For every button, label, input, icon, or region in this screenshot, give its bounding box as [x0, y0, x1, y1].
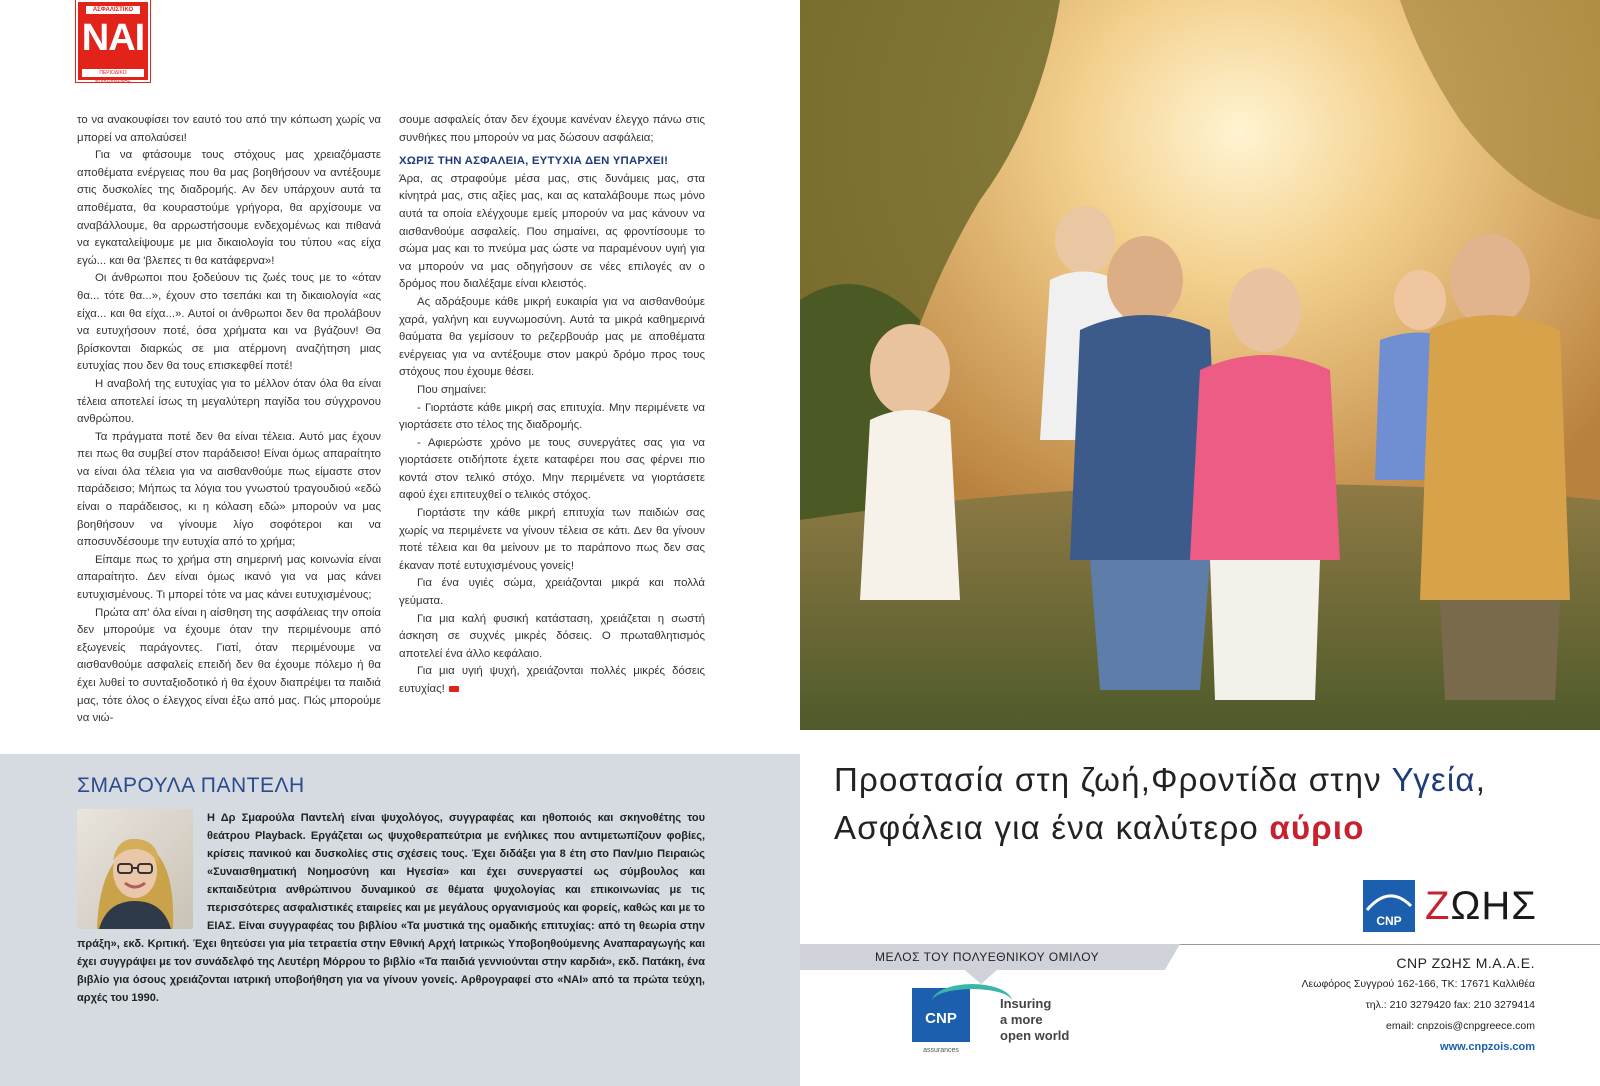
company-contact-block — [1302, 952, 1535, 1058]
end-mark-icon — [449, 686, 459, 692]
cnp-zois-wordmark — [1425, 880, 1537, 932]
slogan-line: Insuring — [1000, 996, 1052, 1011]
section-subheading: ΧΩΡΙΣ ΤΗΝ ΑΣΦΑΛΕΙΑ, ΕΥΤΥΧΙΑ ΔΕΝ ΥΠΑΡΧΕΙ! — [399, 155, 669, 168]
paragraph: Άρα, ας στραφούμε μέσα μας, στις δυνάμεις μας, στα κίνητρά μας, στις αξίες μας, και ας καταλάβουμε πως μόνο αυτά τα οποία ελέγχουμε εμείς μπορούν να μας κάνουν να αισθανθούμε ασφαλείς. Που σημαίνει, ας φροντίσουμε το σώμα μας και το πνεύμα μας ώστε να παραμένουν υγιή για να μπορούν να μας οδηγήσουν σε νέες επιλογές αν ο δρόμος που διαλέξαμε είναι κλειστός. — [399, 172, 705, 291]
article-column-2 — [399, 112, 705, 699]
cnp-assurances-sublabel: assurances — [923, 1047, 959, 1054]
ad-headline — [834, 756, 1486, 852]
paragraph: το να ανακουφίσει τον εαυτό του από την κόπωση χωρίς να μπορεί να απολαύσει! — [77, 114, 381, 144]
assurances-slogan — [1000, 996, 1069, 1044]
headline-comma: , — [1475, 761, 1487, 798]
paragraph: Γιορτάστε την κάθε μικρή επιτυχία των παιδιών σας χωρίς να περιμένετε να γίνουν τέλεια σε κάτι. Δεν θα γίνουν ποτέ τέλεια και θα μείνουν με το παράπονο πως δεν σας έκαναν ποτέ ευτυχισμένους γονείς! — [399, 507, 705, 572]
logo-main-text: ΝΑΙ — [81, 17, 145, 59]
paragraph: Ας αδράξουμε κάθε μικρή ευκαιρία για να αισθανθούμε χαρά, γαλήνη και ευγνωμοσύνη. Αυτά τα μικρά καθημερινά θαύματα θα γεμίσουν το ρεζερβουάρ μας με αποθέματα ενέργειας για να αντέξουμε στον μακρύ δρόμο προς τους στόχους που έχουμε θέσει. — [399, 295, 705, 379]
cnp-square-label: CNP — [1376, 914, 1402, 928]
headline-text: Ασφάλεια για ένα καλύτερο — [834, 809, 1270, 846]
slogan-line: open world — [1000, 1028, 1070, 1043]
company-website-link[interactable]: www.cnpzois.com — [1440, 1041, 1535, 1053]
cnp-zois-logo — [1363, 880, 1579, 932]
wordmark-rest: ΩΗΣ — [1450, 884, 1537, 928]
pointer-arrow-icon — [965, 970, 997, 984]
headline-line-2 — [834, 804, 1486, 852]
cnp-square-icon — [1363, 880, 1415, 932]
cnp-assurances-logo — [912, 988, 1092, 1054]
author-bio-text — [77, 809, 705, 1007]
cnp-assurances-label: CNP — [925, 1010, 957, 1027]
author-bio-box — [0, 754, 800, 1086]
company-name: CNP ΖΩΗΣ Μ.Α.Α.Ε. — [1396, 955, 1535, 971]
paragraph: Τα πράγματα ποτέ δεν θα είναι τέλεια. Αυτό μας έχουν πει πως θα συμβεί στον παράδεισο! Είναι όμως απαραίτητο να είναι όλα τέλεια για να αισθανθούμε πως είμαστε στον παράδεισο; Μήπως τα λόγια του γνωστού τραγουδιού «εδώ είναι ο παράδεισος, κι η κόλαση εδώ» μπορούν να μας βοηθήσουν να γίνουμε λίγο σοφότεροι και να αποσυνδέσουμε την ευτυχία από το χρήμα; — [77, 430, 381, 549]
logo-top-text: ΑΣΦΑΛΙΣΤΙΚΟ — [86, 6, 140, 14]
headline-line-1 — [834, 756, 1486, 804]
paragraph: Που σημαίνει: — [417, 383, 487, 396]
article-column-1 — [77, 112, 381, 728]
paragraph: Πρώτα απ' όλα είναι η αίσθηση της ασφάλειας την οποία δεν μπορούμε να έχουμε όταν την περιμένουμε από εξωγενείς παράγοντες. Γιατί, όταν περιμένουμε να αισθανθούμε ασφαλείς επειδή δεν θα έχουμε πόλεμο ή θα έχει λυθεί το συνταξιοδοτικό ή θα έχουν διαπρέψει τα παιδιά μας, τότε όλος ο έλεγχος είναι έξω από μας. Πώς μπορούμε να νιώ- — [77, 606, 381, 725]
logo-sub-text: ΠΕΡΙΟΔΙΚΟ ΕΠΙΚΟΙΝΩΝΙΑΣ — [82, 69, 144, 77]
family-photo — [800, 0, 1600, 730]
headline-highlight-health: Υγεία — [1391, 761, 1476, 798]
magazine-logo — [76, 0, 150, 82]
paragraph: Είπαμε πως το χρήμα στη σημερινή μας κοινωνία είναι απαραίτητο. Δεν είναι όμως ικανό για να μας κάνει ευτυχισμένους. Τι μπορεί τότε να μας κάνει ευτυχισμένους; — [77, 553, 381, 602]
paragraph: σουμε ασφαλείς όταν δεν έχουμε κανέναν έλεγχο πάνω στις συνθήκες που μπορούν να μας δώσουν ασφάλεια; — [399, 114, 705, 144]
company-address: Λεωφόρος Συγγρού 162-166, ΤΚ: 17671 Καλλιθέα — [1301, 978, 1535, 990]
paragraph-last — [399, 663, 705, 698]
paragraph: Για να φτάσουμε τους στόχους μας χρειαζόμαστε αποθέματα ενέργειας που θα μας βοηθήσουν να αντέξουμε στις δυσκολίες της διαδρομής. Αν δεν υπάρχουν αυτά τα αποθέματα, θα κουραστούμε γρήγορα, θα αρχίσουμε να αναβάλλουμε, θα αρρωστήσουμε ενδεχομένως και πιθανά να εγκαταλείψουμε με μια δικαιολογία του τύπου «ας είχα εγώ... και θα 'βλεπες τι θα κατάφερνα»! — [77, 149, 381, 267]
headline-highlight-tomorrow: αύριο — [1269, 809, 1365, 846]
headline-text: Προστασία στη ζωή,Φροντίδα στην — [834, 761, 1392, 798]
slogan-line: a more — [1000, 1012, 1043, 1027]
portrait-spacer — [77, 809, 193, 931]
company-phone: τηλ.: 210 3279420 fax: 210 3279414 — [1365, 999, 1535, 1011]
wordmark-letter-z: Ζ — [1425, 884, 1451, 928]
member-of-group-text: ΜΕΛΟΣ ΤΟΥ ΠΟΛΥΕΘΝΙΚΟΥ ΟΜΙΛΟΥ — [875, 950, 1100, 964]
advertisement-page — [800, 0, 1600, 1086]
paragraph: - Γιορτάστε κάθε μικρή σας επιτυχία. Μην περιμένετε να γιορτάσετε στο τέλος της διαδρομής. — [399, 401, 705, 432]
paragraph: - Αφιερώστε χρόνο με τους συνεργάτες σας για να γιορτάσετε οτιδήποτε έχετε καταφέρει που σας φέρνει πιο κοντά στον τελικό στόχο. Μην περιμένετε να γιορτάσετε αφού έχει επιτευχθεί ο τελικός στόχος. — [399, 436, 705, 502]
author-name: ΣΜΑΡΟΥΛΑ ΠΑΝΤΕΛΗ — [77, 774, 305, 797]
company-email: email: cnpzois@cnpgreece.com — [1386, 1020, 1535, 1032]
paragraph-text: Για μια υγιή ψυχή, χρειάζονται πολλές μικρές δόσεις ευτυχίας! — [399, 665, 705, 695]
paragraph: Η αναβολή της ευτυχίας για το μέλλον όταν όλα θα είναι τέλεια αποτελεί ίσως τη μεγαλύτερη παγίδα του σύγχρονου ανθρώπου. — [77, 377, 381, 426]
paragraph: Για μια καλή φυσική κατάσταση, χρειάζεται η σωστή άσκηση σε συχνές μικρές δόσεις. Ο πρωταθλητισμός αποτελεί ένα άλλο κεφάλαιο. — [399, 612, 705, 660]
paragraph: Οι άνθρωποι που ξοδεύουν τις ζωές τους με το «όταν θα... τότε θα...», έχουν στο τσεπάκι και τη δικαιολογία «ας είχα... και θα είχα...». Αυτοί οι άνθρωποι δεν θα προλάβουν να ευτυχήσουν ποτέ, όσα χρήματα και να βγάζουν! Θα βρίσκονται διαρκώς σε μια ατέρμονη αναζήτηση μιας ευτυχίας που δεν θα τους επισκεφθεί ποτέ! — [77, 272, 381, 373]
bio-paragraph: Η Δρ Σμαρούλα Παντελή είναι ψυχολόγος, συγγραφέας και ηθοποιός και σκηνοθέτης του θεάτρου Playback. Εργάζεται ως ψυχοθεραπεύτρια με ενήλικες που αντιμετωπίζουν φοβίες, κρίσεις πανικού και δυσκολίες στις σχέσεις τους. Έχει διδάξει για 8 έτη στο Παν/μιο Πειραιώς «Συναισθηματική Νοημοσύνη και Ηγεσία» και έχει συνεργαστεί ως σύμβουλος και εκπαιδεύτρια ανθρώπινου δυναμικού σε θέματα ψυχολογίας και επικοινωνίας με τις περισσότερες ασφαλιστικές εταιρείες και με μεγάλους οργανισμούς και φορείς, καθώς και με το ΕΙΑΣ. Είναι συγγραφέας του βιβλίου «Τα μυστικά της ομαδικής επιτυχίας: από τη θεωρία στην πράξη», εκδ. Κριτική. Έχει θητεύσει για μία τετραετία στην Εθνική Αρχή Ιατρικώς Υποβοηθούμενης Αναπαραγωγής και έχει συγγράψει με τον συνάδελφό της Λευτέρη Μόρρου το βιβλίο «Τα παιδιά γεννιούνται στην καρδιά», εκδ. Πατάκη, ένα βιβλίο για όσους χρειάζονται ιατρική υποβοήθηση για να γίνουν γονείς. Αρθρογραφεί στο «ΝΑΙ» από τα πρώτα τεύχη, αρχές του 1990. — [77, 812, 705, 1004]
paragraph: Για ένα υγιές σώμα, χρειάζονται μικρά και πολλά γεύματα. — [399, 577, 705, 608]
